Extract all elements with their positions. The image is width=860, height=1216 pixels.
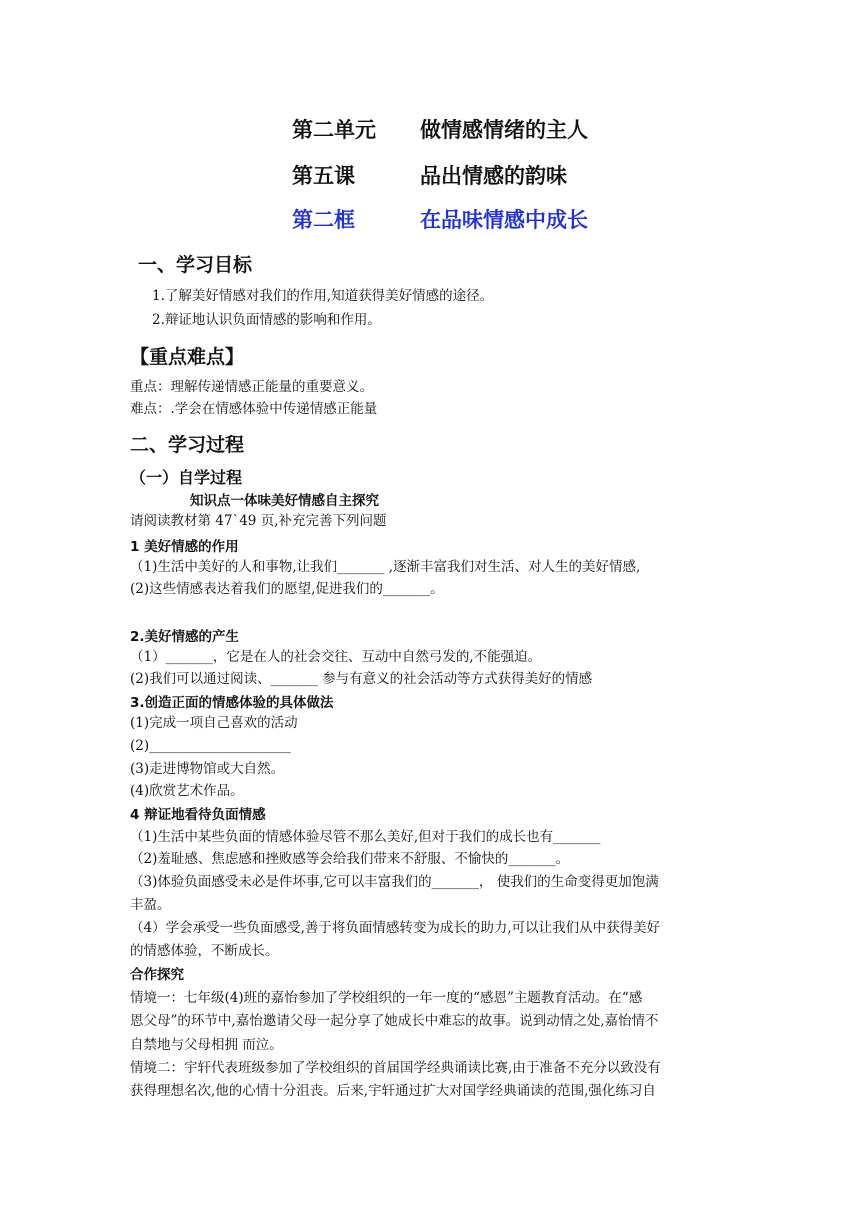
- unit-name: 做情感情绪的主人: [420, 118, 588, 142]
- section-line: （1)生活中某些负面的情感体验尽管不那么美好,但对于我们的成长也有_______: [130, 829, 601, 845]
- objective-item: 2.辩证地认识负面情感的影响和作用。: [152, 312, 381, 328]
- lesson-label: 第五课: [292, 164, 355, 188]
- process-heading: 二、学习过程: [130, 434, 245, 456]
- key-point: 重点：理解传递情感正能量的重要意义。: [130, 379, 373, 395]
- section-line: (1)完成一项自己喜欢的活动: [130, 715, 298, 731]
- objectives-heading: 一、学习目标: [138, 254, 253, 276]
- section-line: （1）_______，它是在人的社会交往、互动中自然弓发的,不能强迫。: [130, 649, 542, 665]
- section-line: (4)欣赏艺术作品。: [130, 783, 244, 799]
- objective-item: 1.了解美好情感对我们的作用,知道获得美好情感的途径。: [152, 288, 494, 304]
- section-title: 1 美好情感的作用: [130, 539, 239, 555]
- key-points-heading: 【重点难点】: [130, 346, 245, 368]
- section-line: (3)走进博物馆或大自然。: [130, 761, 285, 777]
- scenario-line: 恩父母”的环节中,嘉怡邀请父母一起分享了她成长中难忘的故事。说到动情之处,嘉怡情不: [130, 1013, 659, 1029]
- section-line: （4）学会承受一些负面感受,善于将负面情感转变为成长的助力,可以让我们从中获得美好: [130, 920, 661, 936]
- scenario-line: 情境一：七年级(4)班的嘉怡参加了学校组织的一年一度的“感恩”主题教育活动。在“感: [130, 990, 643, 1006]
- section-line: （1)生活中美好的人和事物,让我们_______ ,逐渐丰富我们对生活、对人生的美好情感,: [130, 559, 641, 575]
- section-line: (2)_____________________: [130, 738, 291, 754]
- section-line: 的情感体验，不断成长。: [130, 943, 279, 959]
- frame-name: 在品味情感中成长: [420, 208, 588, 232]
- section-line: (2)我们可以通过阅读、_______ 参与有意义的社会活动等方式获得美好的情感: [130, 671, 593, 687]
- section-line: (2)这些情感表达着我们的愿望,促进我们的_______。: [130, 581, 444, 597]
- scenario-line: 获得理想名次,他的心情十分沮丧。后来,宇轩通过扩大对国学经典诵读的范围,强化练习自: [130, 1083, 656, 1099]
- lesson-name: 品出情感的韵味: [420, 164, 567, 188]
- unit-label: 第二单元: [292, 118, 376, 142]
- scenario-line: 情境二：宇轩代表班级参加了学校组织的首届国学经典诵读比赛,由于准备不充分以致没有: [130, 1060, 661, 1076]
- self-study-heading: （一）自学过程: [130, 468, 243, 487]
- section-line: （3)体验负面感受未必是件坏事,它可以丰富我们的_______， 使我们的生命变得更加饱满: [130, 874, 659, 890]
- cooperation-heading: 合作探究: [130, 967, 184, 983]
- knowledge-point-title: 知识点一体味美好情感自主探究: [190, 493, 379, 509]
- section-line: （2)羞耻感、焦虑感和挫败感等会给我们带来不舒服、不愉快的_______。: [130, 851, 570, 867]
- frame-label: 第二框: [292, 208, 355, 232]
- section-title: 2.美好情感的产生: [130, 629, 240, 645]
- section-title: 4 辩证地看待负面情感: [130, 807, 266, 823]
- section-line: 丰盈。: [130, 897, 171, 913]
- scenario-line: 自禁地与父母相拥 而泣。: [130, 1037, 283, 1053]
- difficult-point: 难点：.学会在情感体验中传递情感正能量: [130, 401, 378, 417]
- section-title: 3.创造正面的情感体验的具体做法: [130, 695, 334, 711]
- reading-instruction: 请阅读教材第 47`49 页,补充完善下列问题: [130, 513, 387, 529]
